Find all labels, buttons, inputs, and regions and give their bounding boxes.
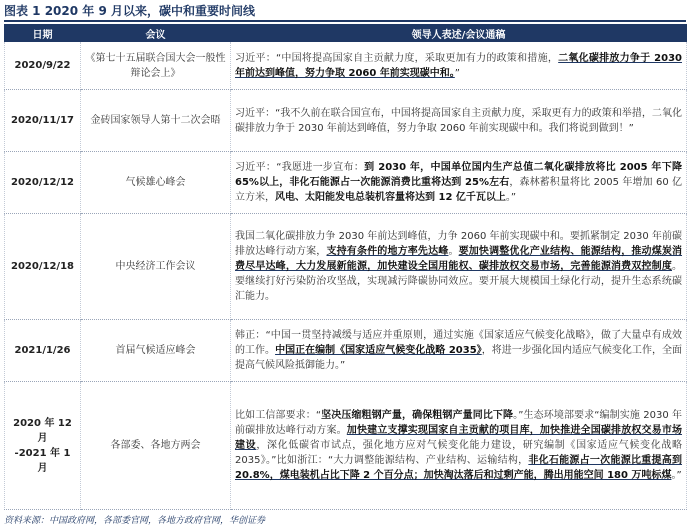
statement-text: ，森林蓄积量将比 2005 年增加 60 亿立方米， <box>235 177 682 203</box>
figure-title: 图表 1 2020 年 9 月以来，碳中和重要时间线 <box>4 4 255 18</box>
statement-text: 。”生态环境部要求“编制实施 2030 年前碳排放达峰行动方案。 <box>235 410 682 436</box>
header-meeting: 会议 <box>81 25 231 42</box>
row-date: 2021/1/26 <box>5 320 81 382</box>
statement-text: 比如工信部要求：“ <box>235 410 322 421</box>
statement-text: 习近平：“中国将提高国家自主贡献力度，采取更加有力的政策和措施， <box>235 52 559 64</box>
statement-highlight: 加快建立支撑实现国家自主贡献的项目库，加快推进全国碳排放权交易市场建设 <box>235 425 683 451</box>
statement-highlight: 要加快调整优化产业结构、能源结构，推动煤炭消费尽早达峰，大力发展新能源，加快建设全国用能权、碳排放权交易市场，完善能源消费双控制度 <box>235 246 683 272</box>
table-row <box>5 382 687 510</box>
statement-highlight: 中国正在编制《国家适应气候变化战略 2035》 <box>275 345 482 356</box>
row-statement <box>231 320 687 382</box>
row-meeting: 《第七十五届联合国大会一般性辩论会上》 <box>81 42 231 90</box>
table-header-row <box>5 25 687 42</box>
statement-text: 。 <box>448 246 459 257</box>
statement-text: 习近平：“我不久前在联合国宣布，中国将提高国家自主贡献力度，采取更有力的政策和举措，二氧化碳排放力争于 2030 年前达到峰值，努力争取 2060 年前实现碳中和。我们将说到做到！ <box>235 107 682 134</box>
table-row <box>5 214 687 320</box>
row-statement <box>231 214 687 320</box>
header-statement: 领导人表述/会议通稿 <box>231 25 687 42</box>
statement-text: 我国二氧化碳排放力争 2030 年前达到峰值，力争 2060 年前实现碳中和。要抓紧制定 2030 年前碳排放达峰行动方案， <box>235 231 682 257</box>
row-meeting: 气候雄心峰会 <box>81 152 231 214</box>
header-date: 日期 <box>5 25 81 42</box>
statement-highlight: 支持有条件的地方率先达峰 <box>326 246 449 257</box>
statement-text: 。” <box>671 470 682 481</box>
title-rule <box>4 20 686 22</box>
statement-text: 。要继续打好污染防治攻坚战，实现减污降碳协同效应。要开展大规模国土绿化行动，提升生态系统碳汇能力。 <box>235 261 682 302</box>
source-note: 资料来源：中国政府网，各部委官网，各地方政府官网，华创证券 <box>4 516 266 526</box>
statement-text: 韩正：“中国一贯坚持减缓与适应并重原则，通过实施《国家适应气候变化战略》，做了大量卓有成效的工作。 <box>235 330 682 356</box>
statement-text: 。” <box>505 192 517 203</box>
table-row <box>5 90 687 152</box>
row-statement <box>231 152 687 214</box>
row-meeting: 中央经济工作会议 <box>81 214 231 320</box>
row-statement <box>231 90 687 152</box>
table-row <box>5 42 687 90</box>
statement-text: ，深化低碳省市试点，强化地方应对气候变化能力建设，研究编制《国家适应气候变化战略 2035》。”比如浙江：“大力调整能源结构、产业结构、运输结构， <box>235 440 683 466</box>
statement-text: ” <box>628 122 634 134</box>
row-meeting: 各部委、各地方两会 <box>81 382 231 510</box>
row-statement <box>231 42 687 90</box>
statement-highlight: 风电、太阳能发电总装机容量将达到 12 亿千瓦以上 <box>275 192 506 203</box>
statement-highlight: 到 2030 年，中国单位国内生产总值二氧化碳排放将比 2005 年下降 65%以上，非化石能源占一次能源消费比重将达到 25%左右 <box>235 162 682 188</box>
timeline-table <box>4 24 687 510</box>
statement-highlight: 非化石能源占一次能源比重提高到 20.8%，煤电装机占比下降 2 个百分点；加快淘汰落后和过剩产能，腾出用能空间 180 万吨标煤 <box>235 455 683 481</box>
row-date: 2020/12/18 <box>5 214 81 320</box>
row-meeting: 金砖国家领导人第十二次会晤 <box>81 90 231 152</box>
statement-text: 习近平：“我愿进一步宣布： <box>235 162 365 173</box>
statement-highlight: 二氧化碳排放力争于 2030 年前达到峰值，努力争取 2060 年前实现碳中和。 <box>235 52 682 79</box>
row-date: 2020 年 12 月 -2021 年 1 月 <box>5 382 81 510</box>
statement-highlight: 坚决压缩粗钢产量，确保粗钢产量同比下降 <box>321 410 514 421</box>
statement-text: ，将进一步强化国内适应气候变化工作，全面提高气候风险抵御能力。” <box>235 345 682 371</box>
statement-text: ” <box>454 67 460 79</box>
row-statement <box>231 382 687 510</box>
row-date: 2020/12/12 <box>5 152 81 214</box>
table-row <box>5 152 687 214</box>
table-row <box>5 320 687 382</box>
row-date: 2020/11/17 <box>5 90 81 152</box>
row-date: 2020/9/22 <box>5 42 81 90</box>
row-meeting: 首届气候适应峰会 <box>81 320 231 382</box>
